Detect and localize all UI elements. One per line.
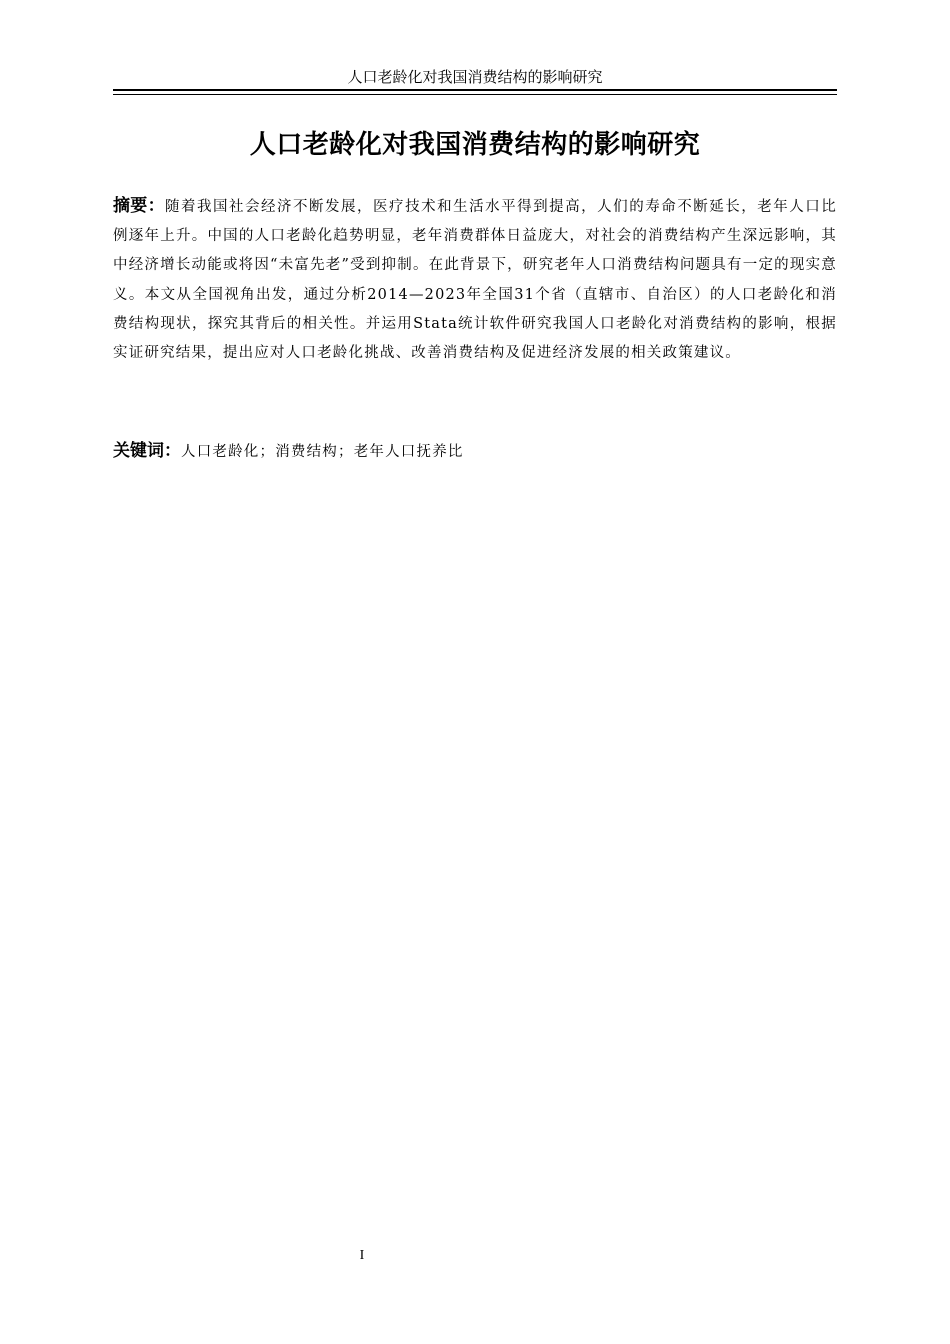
page-number: I [359,1248,365,1263]
header-rule-thin [113,94,837,95]
abstract-paragraph [113,192,837,368]
keywords-line [113,437,837,467]
header-rule-thick [113,89,837,91]
abstract-label: 摘要： [113,196,165,216]
keywords-text: 人口老龄化；消费结构；老年人口抚养比 [181,444,464,460]
running-header: 人口老龄化对我国消费结构的影响研究 [347,70,603,86]
keywords-label: 关键词： [113,441,181,461]
document-title: 人口老龄化对我国消费结构的影响研究 [249,130,701,160]
abstract-text: 随着我国社会经济不断发展，医疗技术和生活水平得到提高，人们的寿命不断延长，老年人口比例逐年上升。中国的人口老龄化趋势明显，老年消费群体日益庞大，对社会的消费结构产生深远影响，其中经济增长动能或将因“未富先老”受到抑制。在此背景下，研究老年人口消费结构问题具有一定的现实意义。本文从全国视角出发，通过分析2014—2023年全国31个省（直辖市、自治区）的人口老龄化和消费结构现状，探究其背后的相关性。并运用Stata统计软件研究我国人口老龄化对消费结构的影响，根据实证研究结果，提出应对人口老龄化挑战、改善消费结构及促进经济发展的相关政策建议。 [113,199,838,362]
